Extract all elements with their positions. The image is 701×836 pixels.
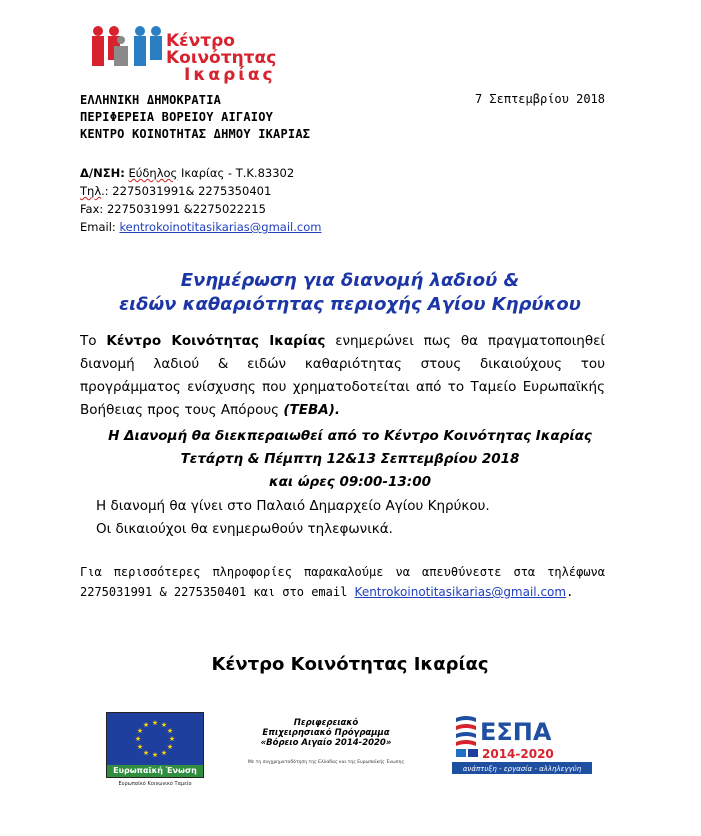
- espa-years: 2014-2020: [482, 747, 554, 761]
- svg-text:★: ★: [160, 721, 168, 729]
- fax-line: Fax: 2275031991 &2275022215: [80, 202, 266, 216]
- svg-text:★: ★: [136, 743, 144, 751]
- phone-line: [80, 182, 321, 200]
- logo-line1: Κέντρο: [166, 31, 235, 51]
- email-label: Email:: [80, 220, 120, 234]
- paragraph-start: Το: [80, 333, 107, 349]
- logo-line2: Κοινότητας: [166, 48, 277, 68]
- espa-slogan: ανάπτυξη - εργασία - αλληλεγγύη: [462, 765, 582, 773]
- svg-text:★: ★: [151, 751, 159, 759]
- svg-text:★: ★: [166, 743, 174, 751]
- letterhead-line3: ΚΕΝΤΡΟ ΚΟΙΝΟΤΗΤΑΣ ΔΗΜΟΥ ΙΚΑΡΙΑΣ: [80, 127, 311, 141]
- info-email-link[interactable]: Kentrokoinotitasikarias@gmail.com: [354, 585, 567, 599]
- info-text: Για περισσότερες πληροφορίες παρακαλούμε να απευθύνεστε στα τηλέφωνα 2275031991 & 2275350401 και στο email: [80, 565, 605, 599]
- distribution-dates: Τετάρτη & Πέμπτη 12&13 Σεπτεμβρίου 2018: [180, 451, 520, 467]
- contact-block: [80, 164, 321, 236]
- espa-title: ΕΣΠΑ: [480, 718, 552, 746]
- distribution-hours: και ώρες 09:00-13:00: [269, 474, 431, 490]
- address-place: Εύδηλος: [128, 166, 178, 180]
- distribution-place: Η διανομή θα γίνει στο Παλαιό Δημαρχείο Αγίου Κηρύκου.: [96, 498, 490, 514]
- logo-text: [166, 33, 276, 84]
- svg-text:★: ★: [166, 727, 174, 735]
- address-line: [80, 164, 321, 182]
- svg-text:★: ★: [142, 749, 150, 757]
- paragraph-org-name: Κέντρο Κοινότητας Ικαρίας: [106, 333, 326, 349]
- email-link[interactable]: kentrokoinotitasikarias@gmail.com: [119, 220, 322, 234]
- pep-line1: Περιφερειακό: [293, 718, 359, 728]
- distribution-organizer: Η Διανομή θα διεκπεραιωθεί από το Κέντρο Κοινότητας Ικαρίας: [108, 428, 592, 444]
- svg-text:★: ★: [160, 749, 168, 757]
- svg-text:★: ★: [134, 735, 142, 743]
- signature: Κέντρο Κοινότητας Ικαρίας: [211, 654, 489, 675]
- announcement-paragraph: [80, 330, 605, 422]
- info-paragraph: [80, 562, 605, 602]
- eu-logo: [106, 712, 204, 787]
- eu-sub-label: Ευρωπαϊκό Κοινωνικό Ταμείο: [118, 781, 192, 787]
- paragraph-text: ενημερώνει πως θα πραγματοποιηθεί διανομή λαδιού & ειδών καθαριότητας στους δικαιούχους του προγράμματος ενίσχυσης που χρηματοδοτείται από το Ταμείο Ευρωπαϊκής Βοήθειας προς τους Απόρους: [80, 333, 605, 418]
- document-date: 7 Σεπτεμβρίου 2018: [474, 92, 605, 106]
- eu-label: Ευρωπαϊκή Ένωση: [107, 765, 203, 777]
- address-value: Ικαρίας - Τ.Κ.83302: [177, 166, 295, 180]
- title-line2: ειδών καθαριότητας περιοχής Αγίου Κηρύκου: [119, 294, 581, 315]
- phone-label: Τηλ: [80, 184, 102, 198]
- pep-logo: [206, 718, 446, 768]
- paragraph-teba: (ΤΕΒΑ).: [283, 402, 341, 418]
- espa-stripes-icon: [456, 716, 476, 746]
- svg-text:★: ★: [168, 735, 176, 743]
- letterhead: [80, 92, 310, 143]
- svg-text:★: ★: [151, 719, 159, 727]
- letterhead-line1: ΕΛΛΗΝΙΚΗ ΔΗΜΟΚΡΑΤΙΑ: [80, 93, 222, 107]
- pep-line3: «Βόρειο Αιγαίο 2014-2020»: [260, 738, 392, 748]
- pep-line2: Επιχειρησιακό Πρόγραμμα: [262, 728, 390, 738]
- address-label: Δ/ΝΣΗ:: [80, 166, 125, 180]
- logo-figures-icon: [92, 26, 162, 66]
- title-line1: Ενημέρωση για διανομή λαδιού &: [180, 270, 520, 291]
- logo-line3: Ικαρίας: [184, 65, 276, 85]
- beneficiaries-notice: Οι δικαιούχοι θα ενημερωθούν τηλεφωνικά.: [96, 521, 393, 537]
- svg-text:★: ★: [142, 721, 150, 729]
- info-tail: .: [566, 585, 574, 599]
- espa-logo: [452, 712, 592, 776]
- svg-text:★: ★: [136, 727, 144, 735]
- phone-value: .: 2275031991& 2275350401: [101, 184, 272, 198]
- eu-flag-icon: [107, 713, 203, 765]
- pep-small: Με τη συγχρηματοδότηση της Ελλάδας και της Ευρωπαϊκής Ένωσης: [247, 760, 405, 765]
- announcement-title: [80, 269, 620, 317]
- email-line: [80, 218, 321, 236]
- letterhead-line2: ΠΕΡΙΦΕΡΕΙΑ ΒΟΡΕΙΟΥ ΑΙΓΑΙΟΥ: [80, 110, 274, 124]
